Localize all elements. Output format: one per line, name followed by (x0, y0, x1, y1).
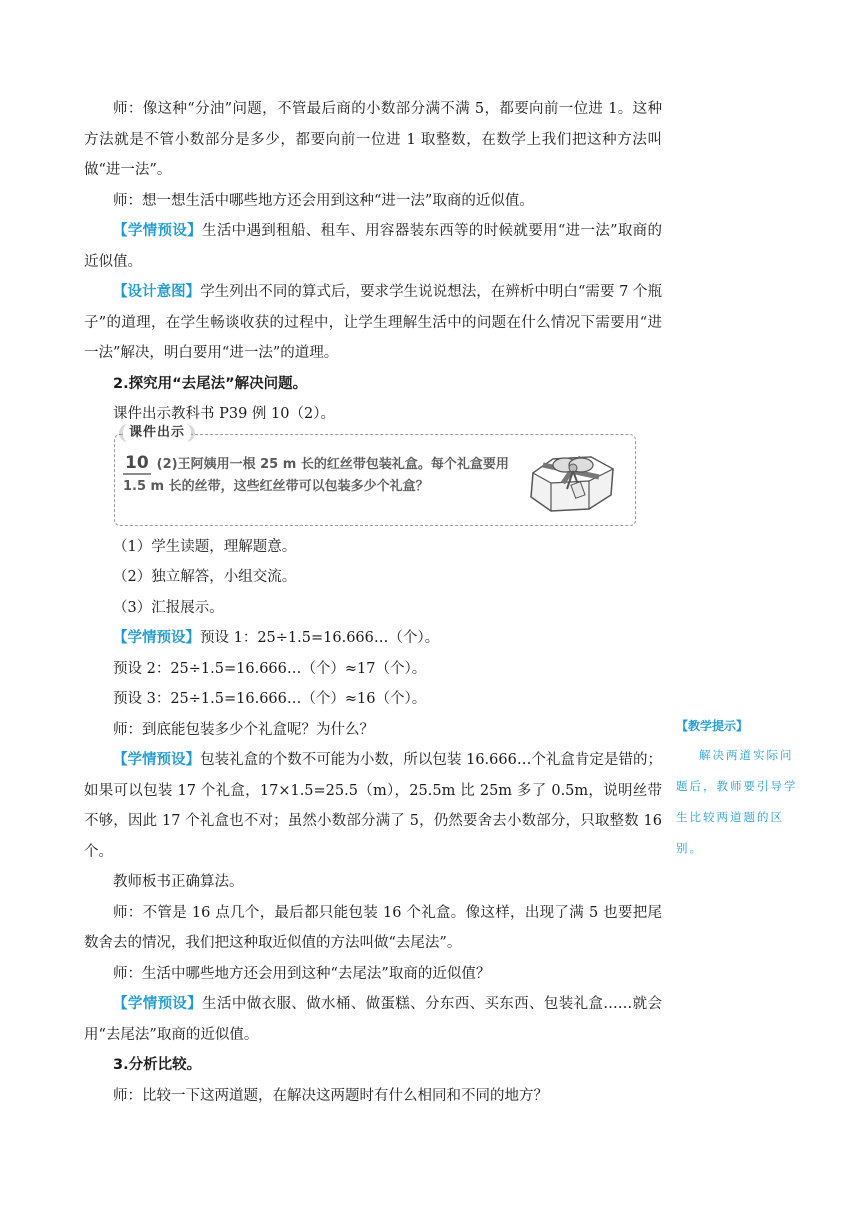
teaching-tip (676, 716, 804, 864)
paragraph: 师：不管是 16 点几个，最后都只能包装 16 个礼盒。像这样，出现了满 5 也要把尾数舍去的情况，我们把这种取近似值的方法叫做“去尾法”。 (84, 904, 662, 951)
paragraph: 教师板书正确算法。 (113, 874, 244, 890)
step-item: （3）汇报展示。 (113, 599, 224, 616)
courseware-label: 课件出示 (123, 422, 191, 444)
design-intent-tag: 【设计意图】 (113, 283, 201, 300)
teaching-tip-body: 解决两道实际问题后，教师要引导学生比较两道题的区别。 (676, 748, 798, 855)
paragraph: 师：像这种“分油”问题，不管最后商的小数部分满不满 5，都要向前一位进 1。这种方法就是不管小数部分是多少，都要向前一位进 1 取整数，在数学上我们把这种方法叫做“进一法”。 (84, 101, 662, 178)
paragraph-text: 生活中遇到租船、租车、用容器装东西等的时候就要用“进一法”取商的近似值。 (84, 223, 663, 270)
section-heading: 2.探究用“去尾法”解决问题。 (113, 375, 308, 392)
lesson-content (84, 94, 662, 1111)
paragraph (84, 623, 662, 654)
example-number: 10 (125, 452, 149, 473)
paragraph-text: 生活中做衣服、做水桶、做蛋糕、分东西、买东西、包装礼盒……就会用“去尾法”取商的近似值。 (84, 996, 663, 1043)
paragraph (84, 989, 662, 1050)
preset-item: 预设 3：25÷1.5=16.666…（个）≈16（个）。 (113, 691, 427, 707)
paragraph (84, 277, 662, 369)
paragraph: 师：想一想生活中哪些地方还会用到这种“进一法”取商的近似值。 (113, 192, 534, 209)
paragraph: 课件出示教科书 P39 例 10（2）。 (113, 406, 335, 422)
preset-tag: 【学情预设】 (113, 751, 201, 768)
preset-item: 预设 2：25÷1.5=16.666…（个）≈17（个）。 (113, 660, 427, 677)
section-heading: 3.分析比较。 (113, 1057, 202, 1073)
teaching-tip-title: 【教学提示】 (676, 719, 749, 733)
preset-text: 预设 1：25÷1.5=16.666…（个）。 (200, 630, 440, 646)
example-problem (123, 453, 523, 498)
preset-tag: 【学情预设】 (113, 222, 202, 239)
paragraph: 师：比较一下这两道题，在解决这两题时有什么相同和不同的地方？ (113, 1087, 548, 1104)
courseware-box (114, 424, 636, 526)
paragraph (84, 745, 662, 867)
paragraph-text: 包装礼盒的个数不可能为小数，所以包装 16.666…个礼盒肯定是错的；如果可以包装 17 个礼盒，17×1.5=25.5（m），25.5m 比 25m 多了 0.5m，说明丝带不够，因此 17 个礼盒也不对；虽然小数部分满了 5，仍然要舍去小数部分，只取整数 16 个。 (84, 752, 663, 860)
preset-tag: 【学情预设】 (113, 995, 203, 1012)
gift-box-icon (519, 443, 623, 521)
paragraph: 师：到底能包装多少个礼盒呢？为什么？ (113, 721, 374, 738)
step-item: （2）独立解答，小组交流。 (113, 569, 297, 585)
step-item: （1）学生读题，理解题意。 (113, 538, 297, 555)
paragraph-text: 学生列出不同的算式后，要求学生说说想法，在辨析中明白“需要 7 个瓶子”的道理，在学生畅谈收获的过程中，让学生理解生活中的问题在什么情况下需要用“进一法”解决，明白要用“进一法”的道理。 (84, 284, 663, 361)
preset-tag: 【学情预设】 (113, 629, 200, 646)
paragraph: 师：生活中哪些地方还会用到这种“去尾法”取商的近似值？ (113, 965, 491, 982)
paragraph (84, 216, 662, 277)
example-text: (2)王阿姨用一根 25 m 长的红丝带包装礼盒。每个礼盒要用 1.5 m 长的丝带，这些红丝带可以包装多少个礼盒？ (123, 456, 509, 494)
